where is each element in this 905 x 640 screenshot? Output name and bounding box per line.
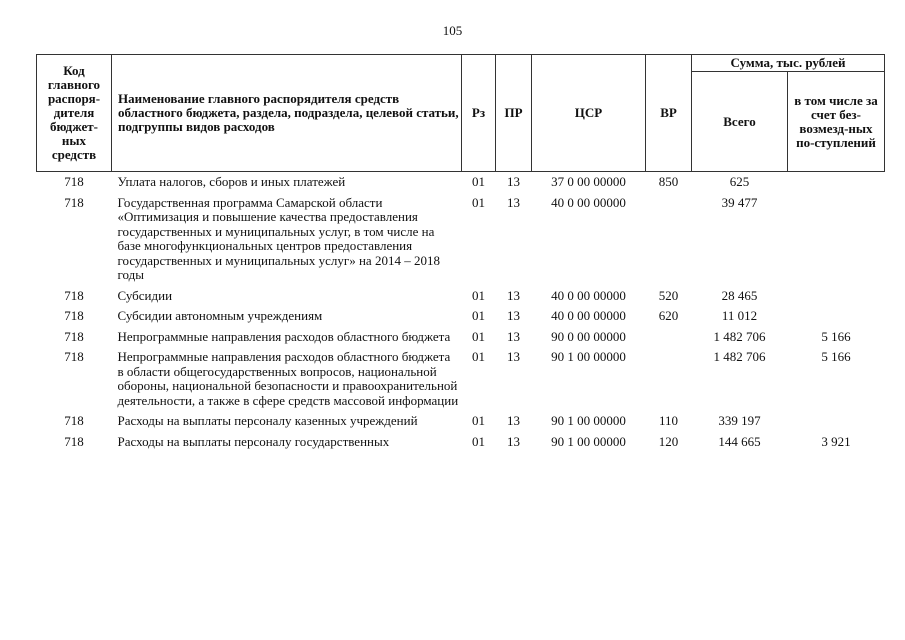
cell-incl bbox=[788, 172, 885, 194]
budget-table-container bbox=[36, 54, 884, 453]
cell-csr: 90 1 00 00000 bbox=[551, 413, 626, 428]
cell-incl bbox=[788, 287, 885, 308]
table-header bbox=[37, 55, 885, 172]
cell-pr: 13 bbox=[507, 413, 520, 428]
table-body bbox=[37, 172, 885, 454]
cell-total: 28 465 bbox=[721, 287, 758, 303]
cell-name: Субсидии bbox=[117, 287, 173, 303]
cell-rz: 01 bbox=[472, 194, 485, 210]
cell-vr: 850 bbox=[658, 174, 679, 189]
cell-total: 339 197 bbox=[718, 413, 761, 428]
cell-csr: 90 1 00 00000 bbox=[551, 433, 626, 449]
header-csr: ЦСР bbox=[532, 55, 646, 172]
cell-incl bbox=[788, 307, 885, 328]
header-incl: в том числе за счет без-возмезд-ных по-ступлений bbox=[788, 72, 885, 172]
cell-incl bbox=[788, 412, 885, 433]
cell-incl: 5 166 bbox=[821, 349, 851, 364]
cell-pr: 13 bbox=[507, 433, 520, 449]
budget-table bbox=[36, 54, 885, 453]
cell-rz: 01 bbox=[472, 433, 485, 449]
cell-rz: 01 bbox=[472, 174, 485, 189]
cell-total: 144 665 bbox=[718, 433, 761, 449]
cell-rz: 01 bbox=[472, 328, 485, 344]
cell-vr bbox=[646, 194, 692, 287]
table-row bbox=[37, 287, 885, 308]
cell-rz: 01 bbox=[472, 287, 485, 303]
cell-code: 718 bbox=[64, 287, 84, 303]
page-number: 105 bbox=[442, 23, 463, 38]
cell-vr: 120 bbox=[658, 433, 679, 449]
table-row bbox=[37, 172, 885, 194]
header-vr: ВР bbox=[646, 55, 692, 172]
cell-vr bbox=[646, 328, 692, 349]
cell-csr: 40 0 00 00000 bbox=[551, 194, 626, 210]
cell-name: Расходы на выплаты персоналу казенных учреждений bbox=[117, 413, 418, 428]
cell-incl: 3 921 bbox=[821, 433, 851, 449]
cell-pr: 13 bbox=[507, 349, 520, 364]
header-code: Код главного распоря-дителя бюджет-ных средств bbox=[37, 55, 112, 172]
cell-name: Субсидии автономным учреждениям bbox=[117, 308, 323, 323]
cell-vr bbox=[646, 348, 692, 412]
cell-name: Расходы на выплаты персоналу государственных bbox=[117, 433, 390, 449]
cell-code: 718 bbox=[64, 413, 84, 428]
table-row bbox=[37, 348, 885, 412]
cell-total: 1 482 706 bbox=[713, 349, 766, 364]
cell-rz: 01 bbox=[472, 413, 485, 428]
cell-name: Непрограммные направления расходов областного бюджета в области общегосударственных вопросов, национальной обороны, национальной безопасности и правоохранительной деятельности, а также в сфере средств массовой информации bbox=[117, 349, 459, 408]
table-row bbox=[37, 328, 885, 349]
cell-rz: 01 bbox=[472, 308, 485, 323]
table-row bbox=[37, 412, 885, 433]
cell-code: 718 bbox=[64, 308, 84, 323]
cell-rz: 01 bbox=[472, 349, 485, 364]
header-name: Наименование главного распорядителя средств областного бюджета, раздела, подраздела, целевой статьи, подгруппы видов расходов bbox=[112, 55, 462, 172]
cell-code: 718 bbox=[64, 349, 84, 364]
cell-name: Уплата налогов, сборов и иных платежей bbox=[117, 174, 346, 189]
table-row bbox=[37, 307, 885, 328]
cell-code: 718 bbox=[64, 194, 84, 210]
cell-csr: 40 0 00 00000 bbox=[551, 287, 626, 303]
table-row bbox=[37, 194, 885, 287]
cell-name: Непрограммные направления расходов областного бюджета bbox=[117, 328, 451, 344]
cell-csr: 90 1 00 00000 bbox=[551, 349, 626, 364]
cell-pr: 13 bbox=[507, 287, 520, 303]
cell-csr: 40 0 00 00000 bbox=[551, 308, 626, 323]
cell-code: 718 bbox=[64, 328, 84, 344]
header-pr: ПР bbox=[496, 55, 532, 172]
cell-csr: 90 0 00 00000 bbox=[551, 328, 626, 344]
cell-pr: 13 bbox=[507, 328, 520, 344]
cell-total: 625 bbox=[729, 174, 750, 189]
cell-pr: 13 bbox=[507, 308, 520, 323]
header-rz: Рз bbox=[462, 55, 496, 172]
header-sum: Сумма, тыс. рублей bbox=[692, 55, 885, 72]
cell-pr: 13 bbox=[507, 174, 520, 189]
table-row bbox=[37, 433, 885, 454]
cell-total: 11 012 bbox=[721, 308, 758, 323]
cell-pr: 13 bbox=[507, 194, 520, 210]
cell-code: 718 bbox=[64, 174, 84, 189]
cell-incl: 5 166 bbox=[821, 328, 851, 344]
cell-csr: 37 0 00 00000 bbox=[551, 174, 626, 189]
cell-vr: 620 bbox=[658, 308, 679, 323]
cell-total: 39 477 bbox=[721, 194, 758, 210]
cell-name: Государственная программа Самарской области «Оптимизация и повышение качества предоставления государственных и муниципальных услуг, в том числе на базе многофункциональных центров предоставления государственных и муниципальных услуг» на 2014 – 2018 годы bbox=[117, 194, 440, 282]
cell-code: 718 bbox=[64, 433, 84, 449]
cell-vr: 110 bbox=[658, 413, 679, 428]
cell-vr: 520 bbox=[658, 287, 679, 303]
header-total: Всего bbox=[692, 72, 788, 172]
cell-incl bbox=[788, 194, 885, 287]
cell-total: 1 482 706 bbox=[713, 328, 766, 344]
